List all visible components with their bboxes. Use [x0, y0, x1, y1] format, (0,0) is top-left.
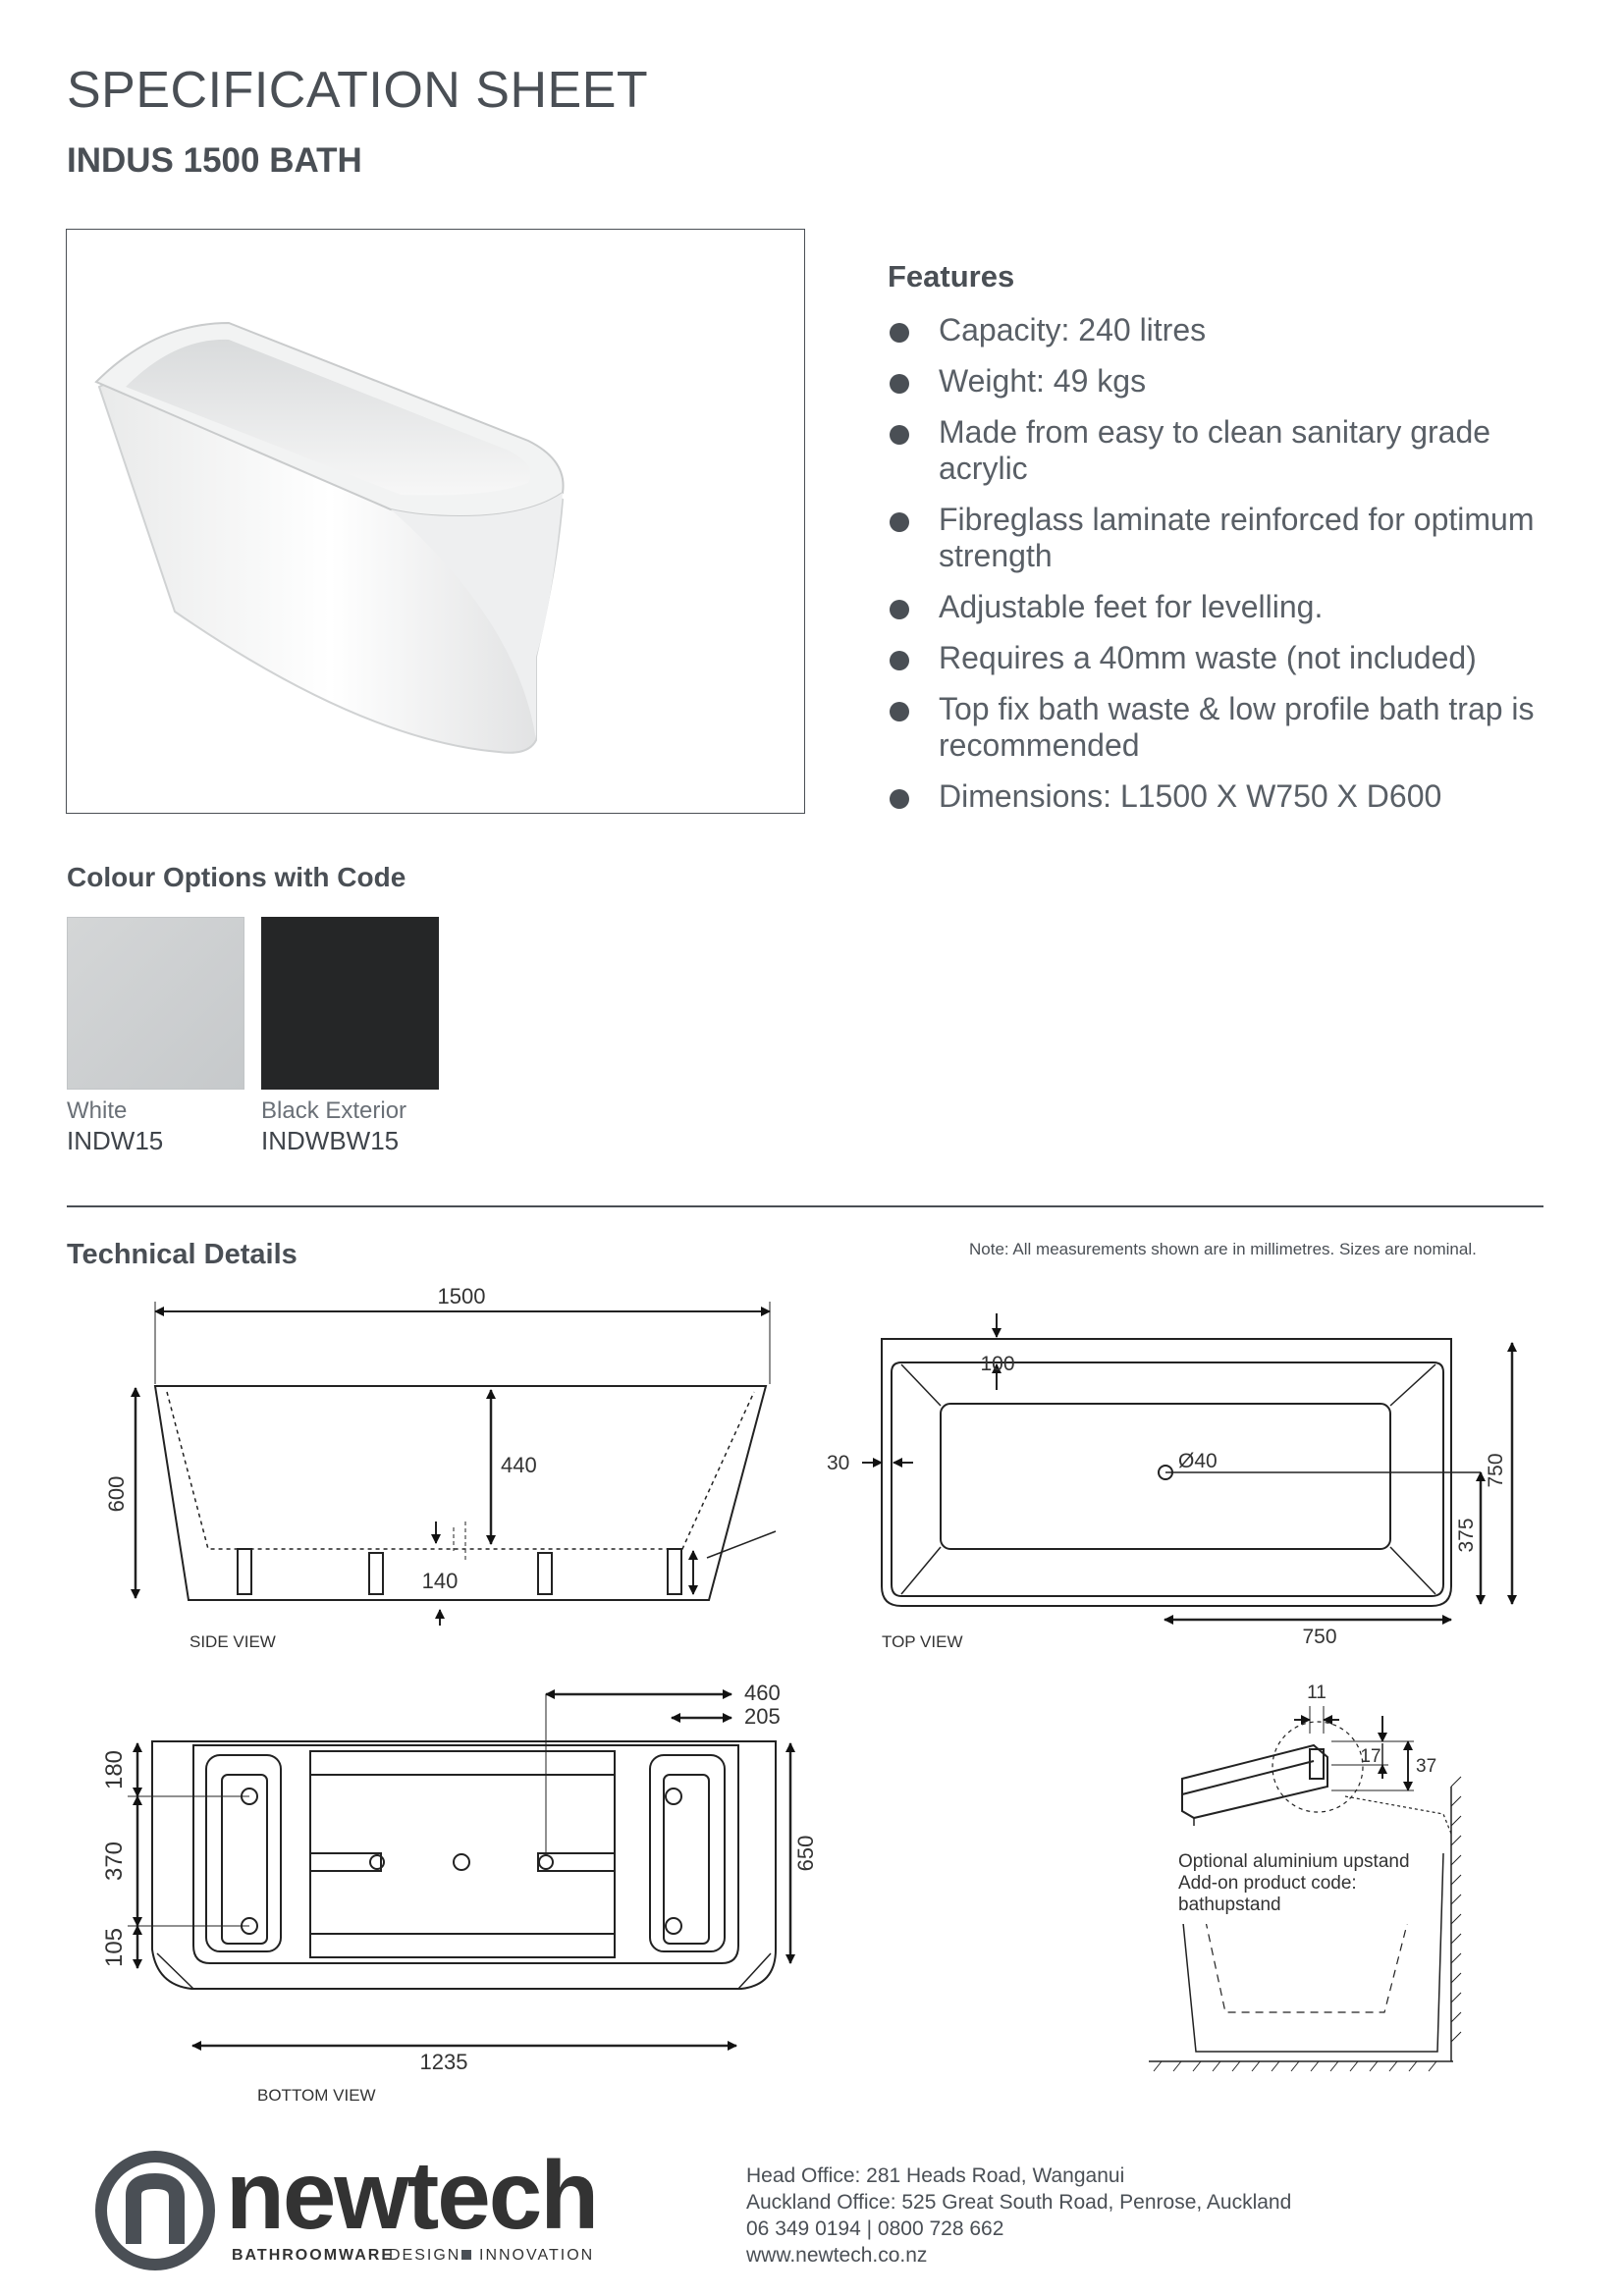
colour-options-heading: Colour Options with Code: [67, 862, 406, 892]
bullet-icon: [890, 789, 909, 809]
bullet-icon: [890, 323, 909, 343]
product-image: [66, 229, 805, 814]
logo-square-icon: [461, 2250, 471, 2260]
colour-code: INDWBW15: [261, 1126, 400, 1155]
colour-swatch-black: [261, 917, 439, 1090]
dim-label: 750: [1302, 1626, 1337, 1648]
measurement-note: Note: All measurements shown are in millimetres. Sizes are nominal.: [969, 1240, 1477, 1258]
dim-label: 440: [501, 1453, 537, 1477]
head-office-address: Head Office: 281 Heads Road, Wanganui: [746, 2164, 1125, 2187]
feature-item: Capacity: 240 litres: [888, 312, 1575, 348]
bullet-icon: [890, 374, 909, 394]
colour-code: INDW15: [67, 1126, 164, 1155]
logo-wordmark: newtech: [226, 2148, 598, 2249]
dim-label: Ø40: [1178, 1450, 1218, 1472]
feature-item: Dimensions: L1500 X W750 X D600: [888, 778, 1575, 815]
bullet-icon: [890, 425, 909, 445]
dim-label: 1500: [437, 1284, 486, 1308]
dim-label: 17: [1360, 1746, 1381, 1767]
side-view-label: SIDE VIEW: [189, 1632, 276, 1651]
colour-name: Black Exterior: [261, 1097, 407, 1124]
newtech-logo: [94, 2148, 644, 2275]
top-view-label: TOP VIEW: [882, 1632, 963, 1651]
auckland-office-address: Auckland Office: 525 Great South Road, Penrose, Auckland: [746, 2191, 1292, 2214]
upstand-note-line: Add-on product code:: [1178, 1873, 1357, 1894]
feature-item: Top fix bath waste & low profile bath trap is recommended: [888, 691, 1575, 764]
upstand-note-line: bathupstand: [1178, 1895, 1281, 1915]
dim-label: 750: [1485, 1453, 1507, 1488]
bullet-icon: [890, 600, 909, 619]
feature-item: Requires a 40mm waste (not included): [888, 640, 1575, 676]
logo-tagline-part: DESIGN: [389, 2247, 461, 2264]
dim-label: 37: [1416, 1756, 1437, 1777]
dim-label: 460: [744, 1681, 781, 1705]
feature-item: Fibreglass laminate reinforced for optimum strength: [888, 502, 1575, 574]
phone-numbers: 06 349 0194 | 0800 728 662: [746, 2217, 1004, 2240]
dim-label: 140: [421, 1569, 459, 1593]
contact-details: [746, 2163, 1291, 2269]
feature-item: Adjustable feet for levelling.: [888, 589, 1575, 625]
technical-drawings: [0, 1276, 1624, 2120]
feature-item: Made from easy to clean sanitary grade acrylic: [888, 414, 1575, 487]
page-title: SPECIFICATION SHEET: [67, 62, 649, 119]
colour-name: White: [67, 1097, 128, 1124]
dim-label: 30: [827, 1452, 850, 1474]
bottom-view-drawing: [128, 1694, 790, 2046]
dim-label: 100: [980, 1353, 1015, 1375]
dim-label: 105: [101, 1927, 128, 1968]
bullet-icon: [890, 512, 909, 532]
logo-n-icon: [134, 2181, 177, 2244]
dim-label: 600: [104, 1475, 129, 1513]
dim-label: 375: [1455, 1518, 1478, 1553]
bullet-icon: [890, 702, 909, 721]
features-heading: Features: [888, 259, 1015, 294]
logo-tagline-part: INNOVATION: [479, 2247, 595, 2264]
logo-tagline-part: BATHROOMWARE: [232, 2247, 395, 2264]
section-divider: [67, 1205, 1543, 1207]
feature-item: Weight: 49 kgs: [888, 363, 1575, 400]
dim-label: 11: [1307, 1682, 1326, 1703]
upstand-note-line: Optional aluminium upstand: [1178, 1851, 1410, 1872]
product-name: INDUS 1500 BATH: [67, 141, 362, 180]
bottom-view-label: BOTTOM VIEW: [257, 2086, 376, 2105]
logo-ring-icon: [101, 2157, 209, 2265]
website-link[interactable]: www.newtech.co.nz: [746, 2244, 928, 2267]
features-list: [888, 312, 1575, 829]
dim-label: 205: [744, 1704, 781, 1729]
technical-details-heading: Technical Details: [67, 1239, 298, 1270]
bullet-icon: [890, 651, 909, 670]
dim-label: 180: [101, 1749, 128, 1790]
bath-illustration: [67, 230, 803, 812]
dim-label: 650: [793, 1835, 818, 1872]
colour-swatch-white: [67, 917, 244, 1090]
dim-label: 370: [101, 1841, 128, 1882]
dim-label: 1235: [419, 2050, 468, 2074]
